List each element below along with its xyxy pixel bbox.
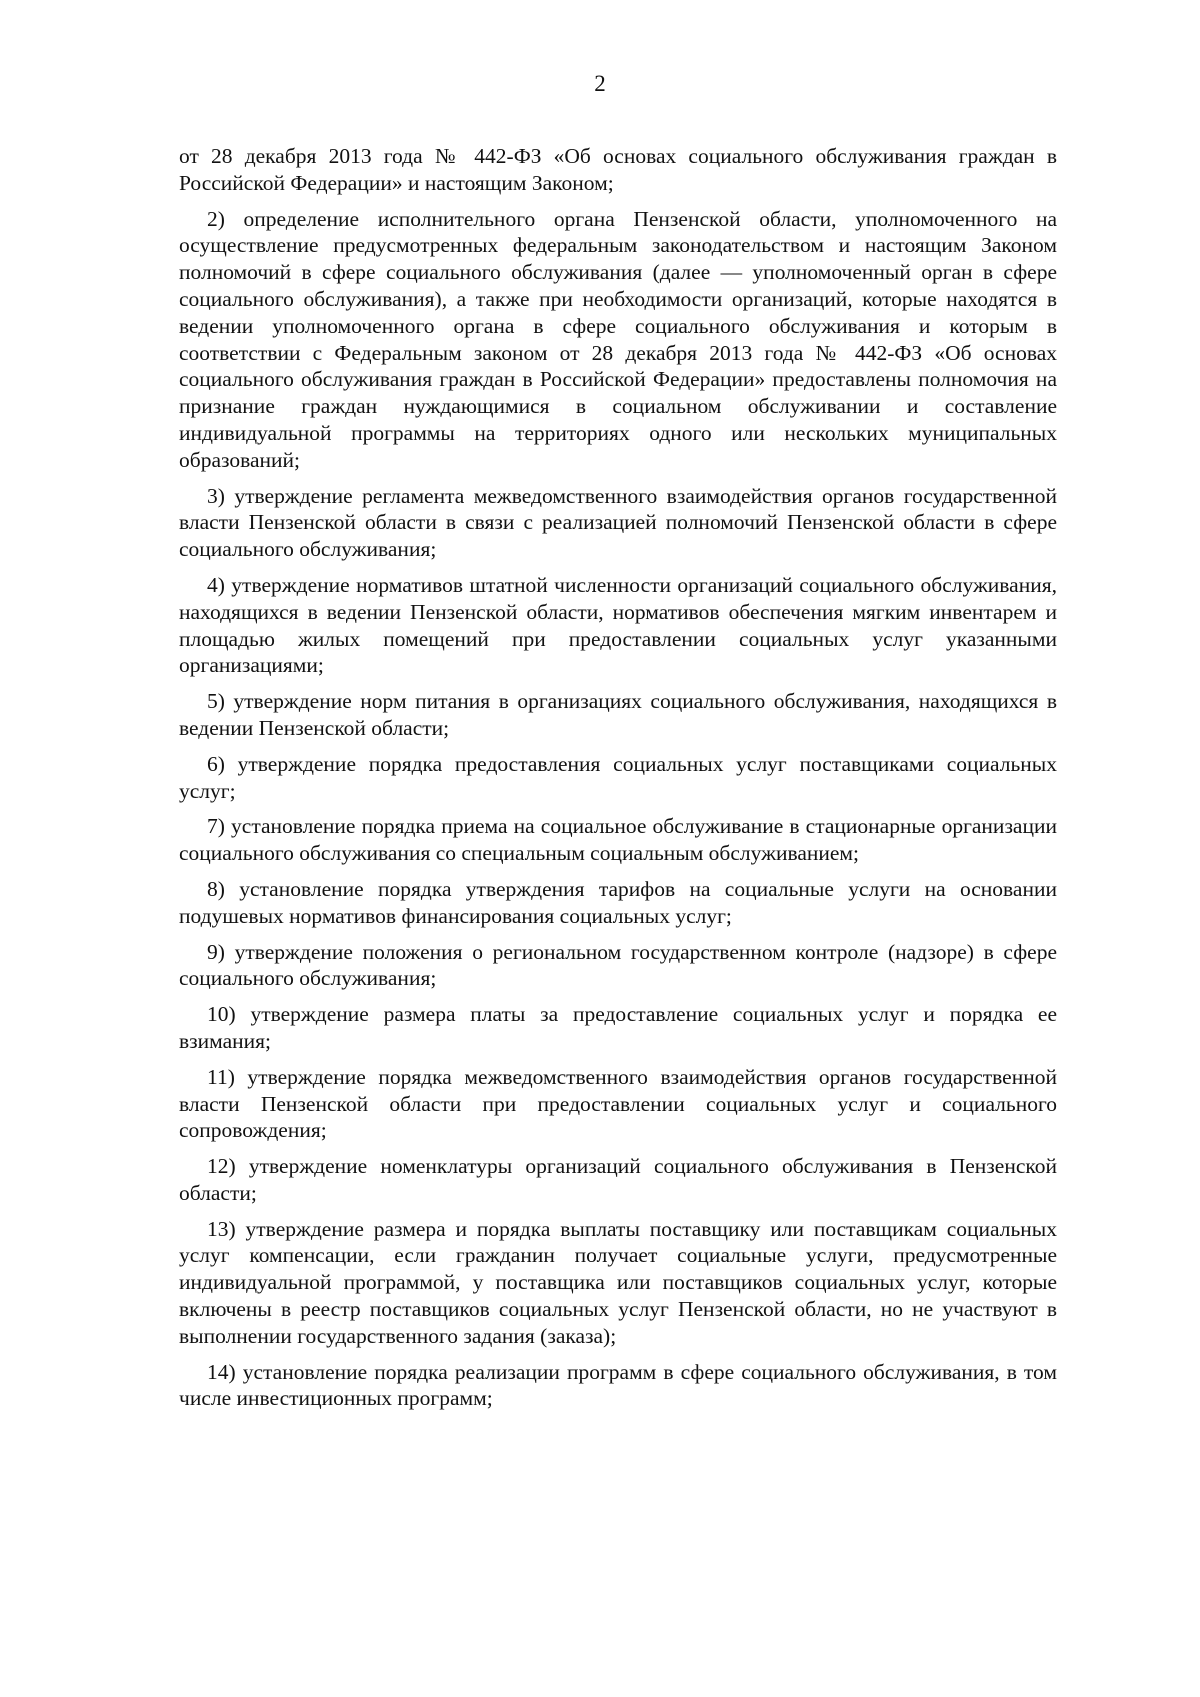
page-number: 2	[594, 71, 606, 96]
list-item-10: 10) утверждение размера платы за предоставление социальных услуг и порядка ее взимания;	[179, 1002, 1057, 1053]
list-item-14: 14) установление порядка реализации программ в сфере социального обслуживания, в том числе инвестиционных программ;	[179, 1359, 1057, 1411]
list-item-12: 12) утверждение номенклатуры организаций социального обслуживания в Пензенской области;	[179, 1154, 1057, 1205]
list-item-7: 7) установление порядка приема на социальное обслуживание в стационарные организации социального обслуживания со специальным социальным обслуживанием;	[179, 814, 1057, 866]
list-item-8: 8) установление порядка утверждения тарифов на социальные услуги на основании подушевых нормативов финансирования социальных услуг;	[179, 876, 1057, 928]
list-item-13: 13) утверждение размера и порядка выплаты поставщику или поставщикам социальных услуг компенсации, если гражданин получает социальные услуги, предусмотренные индивидуальной программой, у поставщика или поставщиков социальных услуг, которые включены в реестр поставщиков социальных услуг Пензенской области, но не участвуют в выполнении государственного задания (заказа);	[179, 1216, 1057, 1348]
document-body	[179, 143, 1057, 1421]
list-item-6: 6) утверждение порядка предоставления социальных услуг поставщиками социальных услуг;	[179, 751, 1057, 803]
list-item-9: 9) утверждение положения о региональном государственном контроле (надзоре) в сфере социального обслуживания;	[179, 939, 1057, 991]
list-item-4: 4) утверждение нормативов штатной численности организаций социального обслуживания, находящихся в ведении Пензенской области, нормативов обеспечения мягким инвентарем и площадью жилых помещений при предоставлении социальных услуг указанными организациями;	[179, 572, 1057, 678]
list-item-3: 3) утверждение регламента межведомственного взаимодействия органов государственной власти Пензенской области в связи с реализацией полномочий Пензенской области в сфере социального обслуживания;	[179, 483, 1057, 562]
paragraph-continuation: от 28 декабря 2013 года № 442-ФЗ «Об основах социального обслуживания граждан в Российской Федерации» и настоящим Законом;	[179, 144, 1057, 195]
list-item-11: 11) утверждение порядка межведомственного взаимодействия органов государственной власти Пензенской области при предоставлении социальных услуг и социального сопровождения;	[179, 1064, 1057, 1143]
list-item-5: 5) утверждение норм питания в организациях социального обслуживания, находящихся в ведении Пензенской области;	[179, 689, 1057, 740]
list-item-2: 2) определение исполнительного органа Пензенской области, уполномоченного на осуществление предусмотренных федеральным законодательством и настоящим Законом полномочий в сфере социального обслуживания (далее — уполномоченный орган в сфере социального обслуживания), а также при необходимости организаций, которые находятся в ведении уполномоченного органа в сфере социального обслуживания и которым в соответствии с Федеральным законом от 28 декабря 2013 года № 442-ФЗ «Об основах социального обслуживания граждан в Российской Федерации» предоставлены полномочия на признание граждан нуждающимися в социальном обслуживании и составление индивидуальной программы на территориях одного или нескольких муниципальных образований;	[179, 206, 1057, 472]
